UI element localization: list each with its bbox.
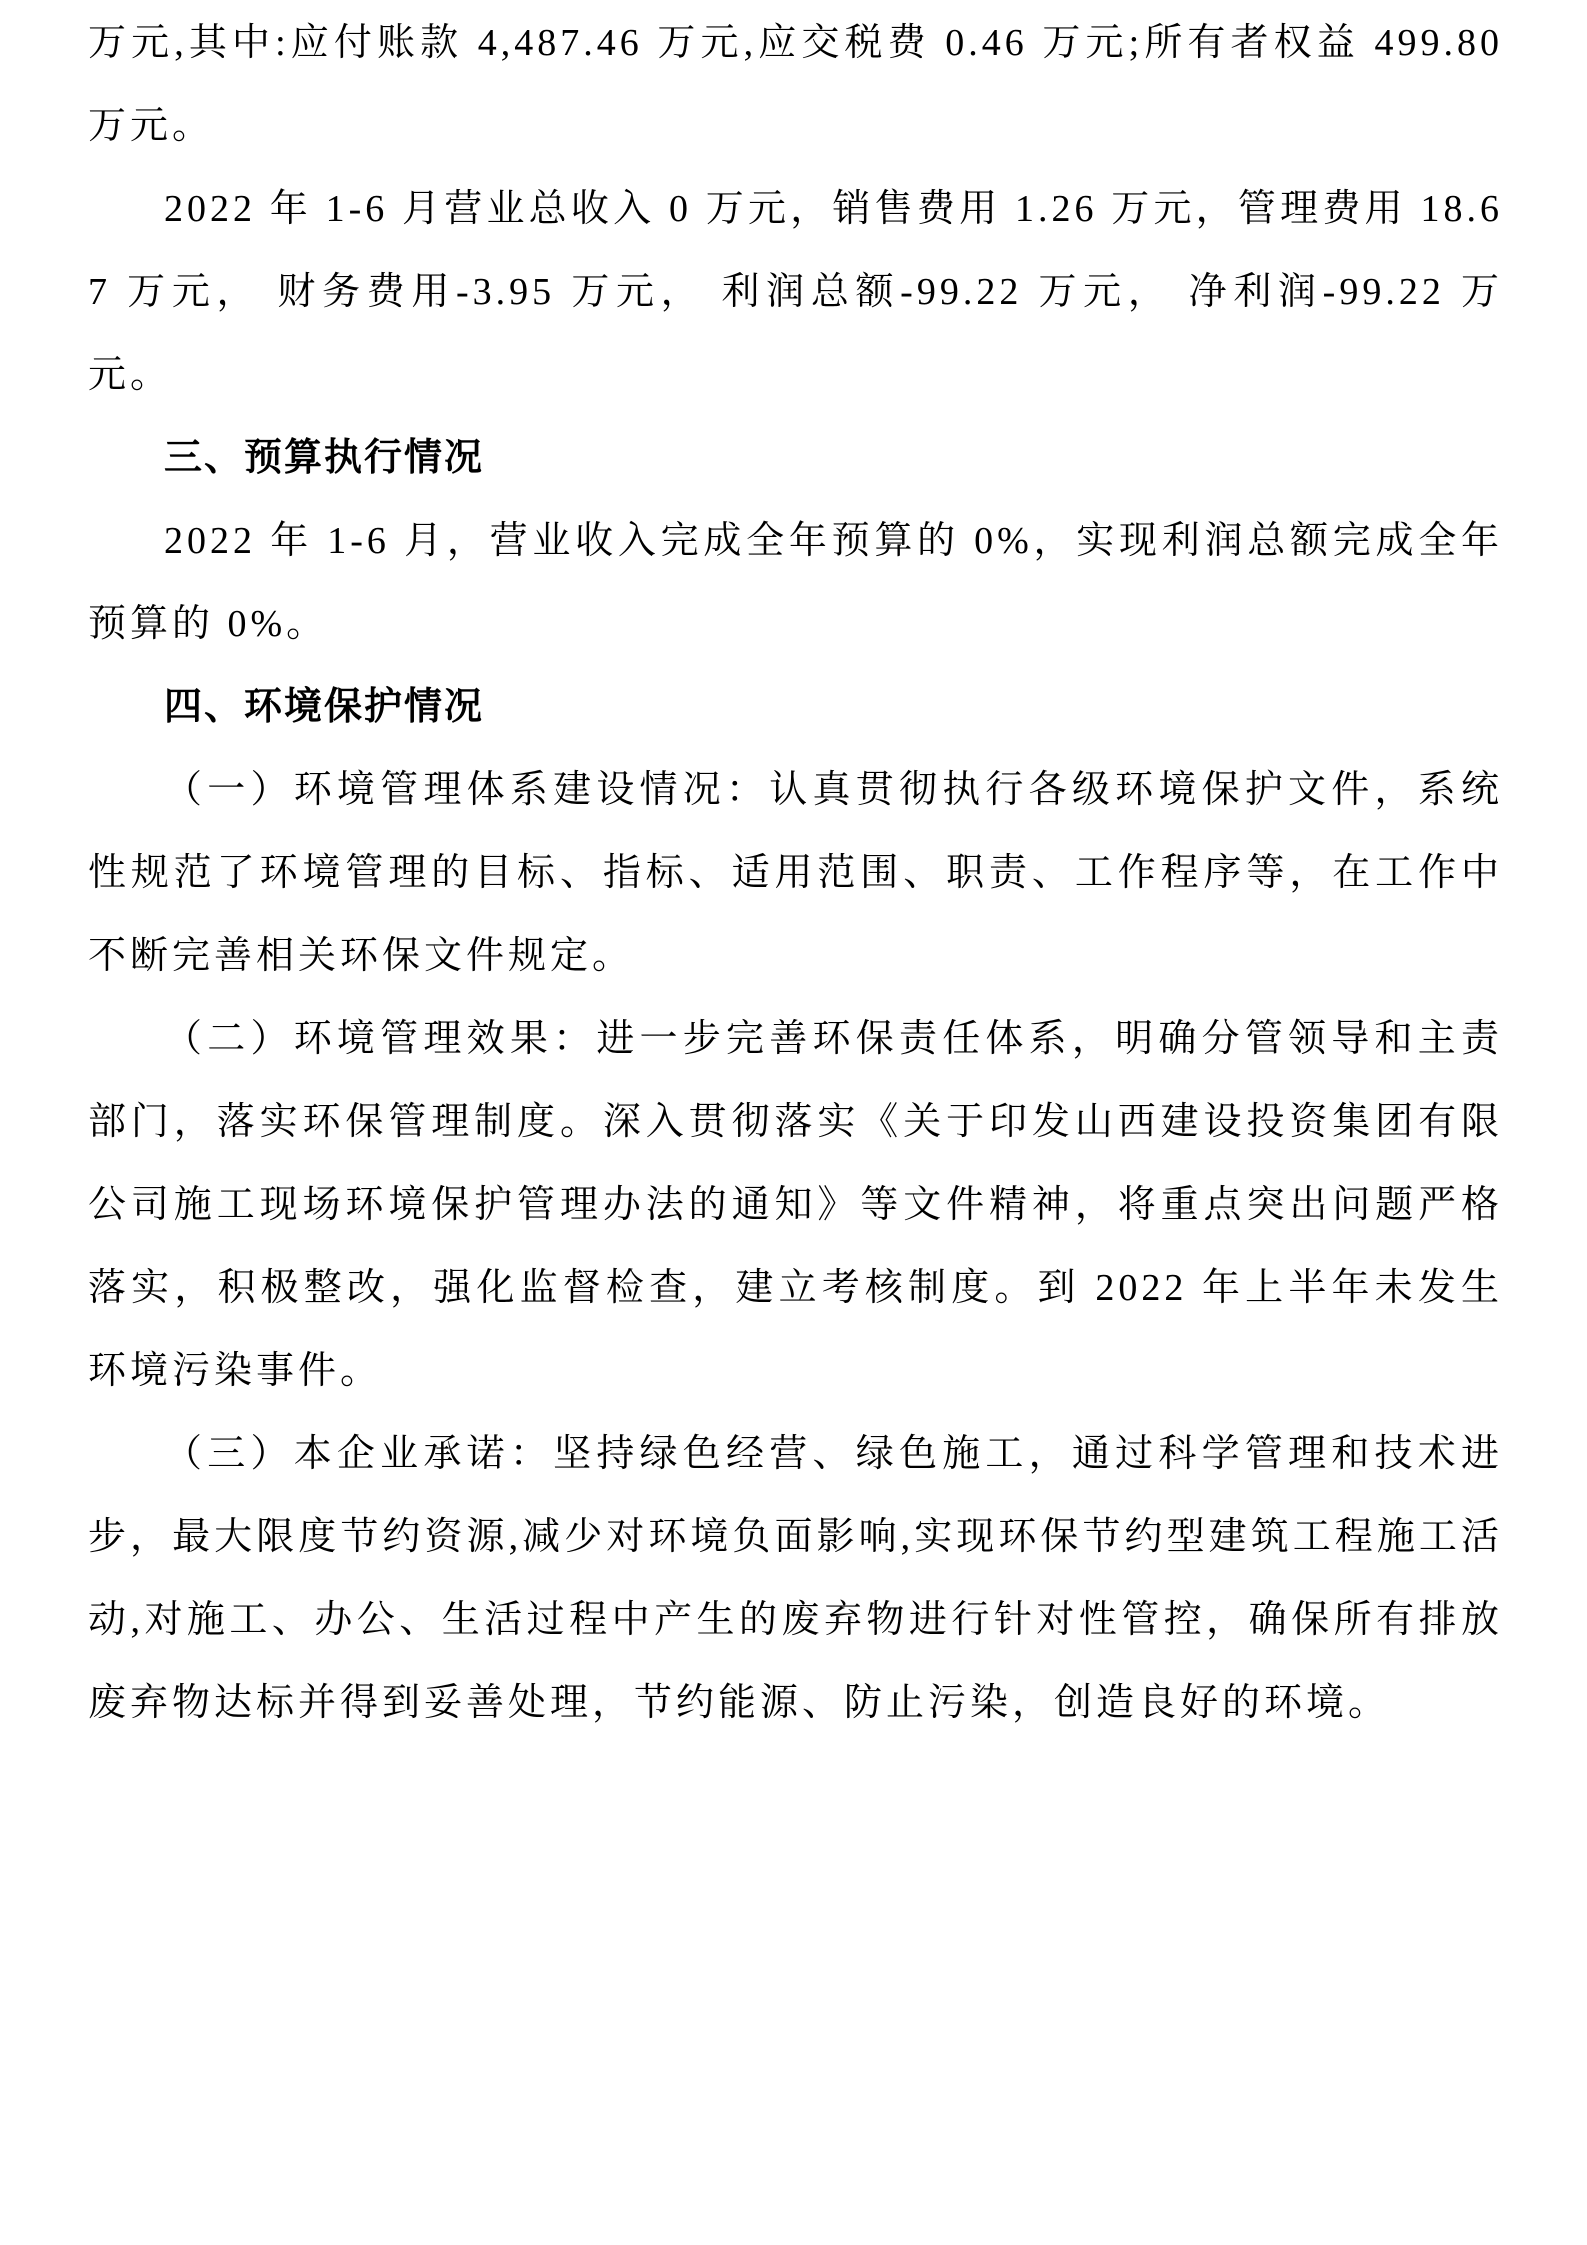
section-heading: 三、预算执行情况 xyxy=(164,437,485,479)
document-body xyxy=(88,2,1503,1745)
body-paragraph: 2022 年 1-6 月，营业收入完成全年预算的 0%，实现利润总额完成全年预算的 0%。 xyxy=(88,520,1503,645)
body-paragraph: （一）环境管理体系建设情况：认真贯彻执行各级环境保护文件，系统性规范了环境管理的目标、指标、适用范围、职责、工作程序等，在工作中不断完善相关环保文件规定。 xyxy=(88,769,1503,977)
body-paragraph: （二）环境管理效果：进一步完善环保责任体系，明确分管领导和主责部门，落实环保管理制度。深入贯彻落实《关于印发山西建设投资集团有限公司施工现场环境保护管理办法的通知》等文件精神，将重点突出问题严格落实，积极整改，强化监督检查，建立考核制度。到 2022 年上半年未发生环境污染事件。 xyxy=(88,1018,1503,1392)
body-paragraph: 2022 年 1-6 月营业总收入 0 万元，销售费用 1.26 万元，管理费用 18.67 万元， 财务费用-3.95 万元， 利润总额-99.22 万元， 净利润-99.22 万元。 xyxy=(88,188,1503,396)
body-paragraph: （三）本企业承诺：坚持绿色经营、绿色施工，通过科学管理和技术进步，最大限度节约资源,减少对环境负面影响,实现环保节约型建筑工程施工活动,对施工、办公、生活过程中产生的废弃物进行针对性管控，确保所有排放废弃物达标并得到妥善处理，节约能源、防止污染，创造良好的环境。 xyxy=(88,1433,1503,1724)
section-heading: 四、环境保护情况 xyxy=(164,686,485,728)
body-paragraph: 万元,其中:应付账款 4,487.46 万元,应交税费 0.46 万元;所有者权益 499.80 万元。 xyxy=(88,22,1503,147)
